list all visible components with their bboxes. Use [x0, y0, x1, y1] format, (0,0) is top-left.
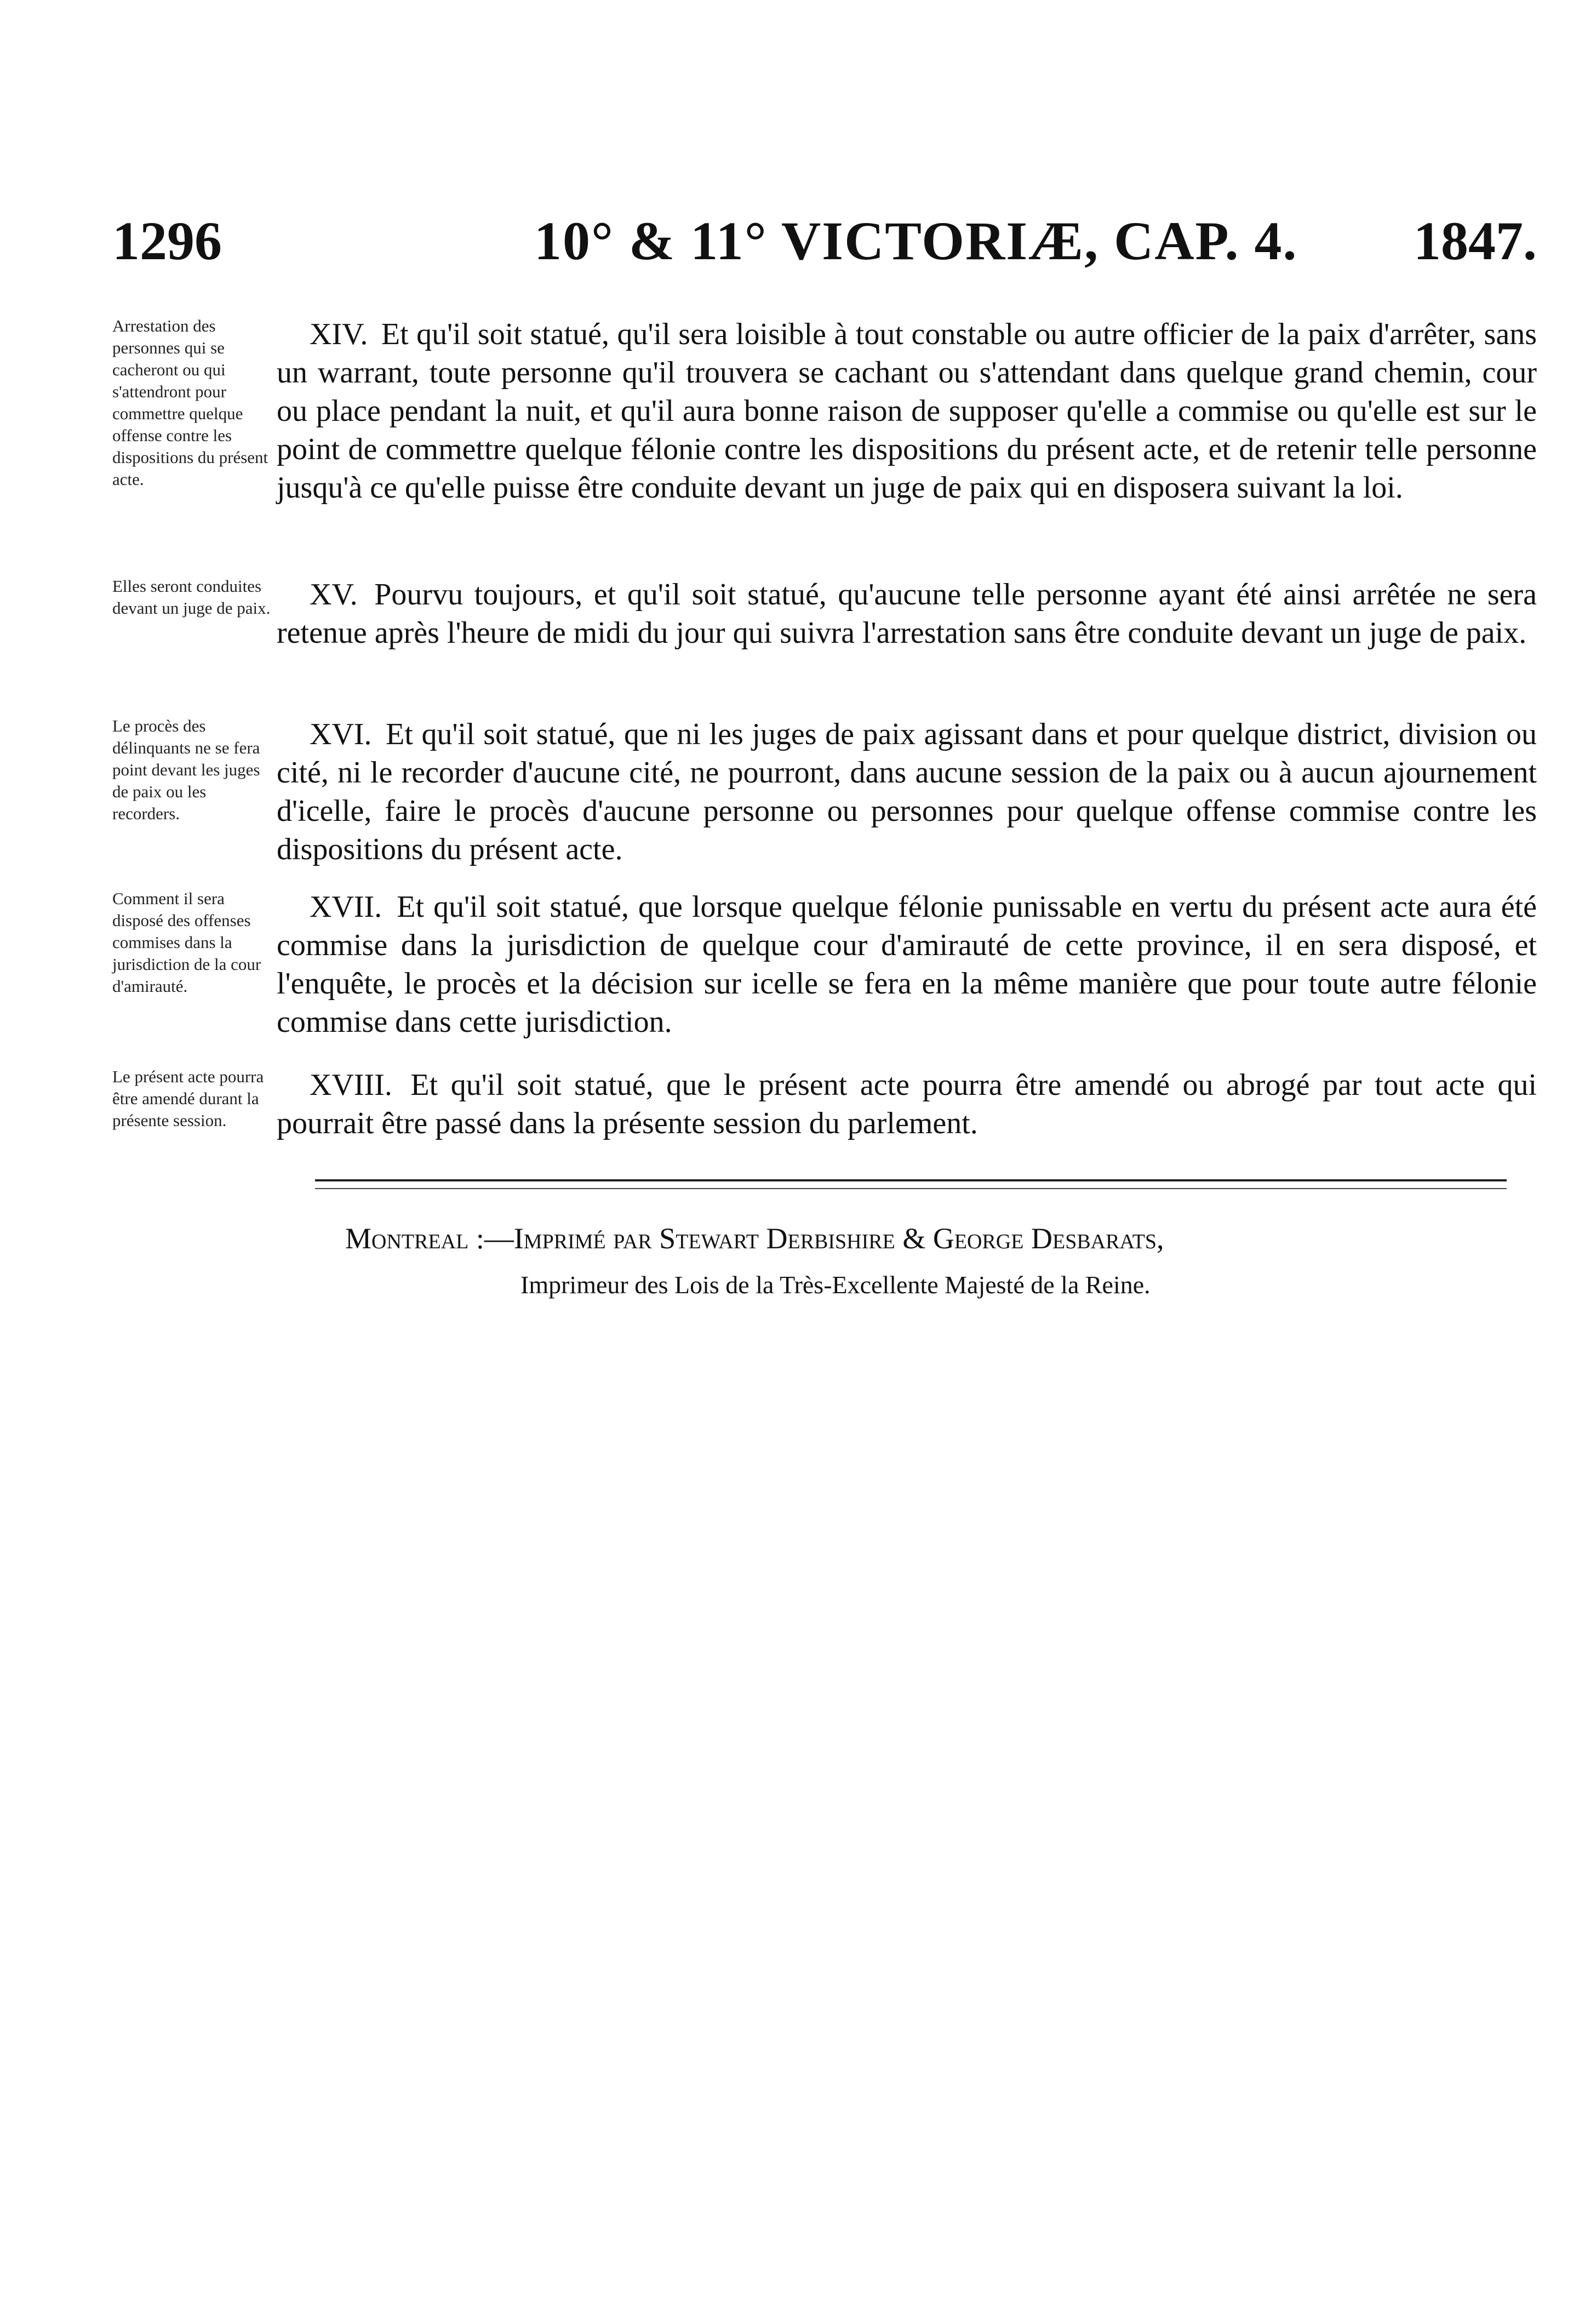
section-xvii — [112, 888, 1537, 1052]
running-title: 10° & 11° VICTORIÆ, CAP. 4. — [534, 210, 1298, 271]
section-body: Et qu'il soit statué, que ni les juges de paix agissant dans et pour quelque district, division ou cité, ni le recorder d'aucune cité, ne pourront, dans aucune session de la paix ou à aucun ajournement d'icelle, faire le procès d'aucune personne ou personnes pour quelque offense commise contre les dispositions du présent acte. — [277, 717, 1537, 866]
year: 1847. — [1414, 210, 1537, 271]
section-text — [277, 575, 1537, 652]
section-text — [277, 1066, 1537, 1143]
section-number: XVIII. — [310, 1068, 392, 1102]
divider-rule — [315, 1179, 1507, 1181]
imprint-line: Montreal :—Imprimé par Stewart Derbishire & George Desbarats, — [345, 1222, 1164, 1255]
margin-note: Comment il sera disposé des offenses commises dans la jurisdiction de la cour d'amirauté. — [112, 889, 261, 996]
section-body: Et qu'il soit statué, que lorsque quelque félonie punissable en vertu du présent acte aura été commise dans la jurisdiction de quelque cour d'amirauté de cette province, il en sera disposé, et l'enquête, le procès et la décision sur icelle se fera en la même manière que pour toute autre félonie commise dans cette jurisdiction. — [277, 890, 1537, 1039]
margin-note: Le présent acte pourra être amendé durant la présente session. — [112, 1067, 264, 1130]
section-number: XVII. — [310, 890, 382, 924]
section-text — [277, 888, 1537, 1041]
margin-note: Elles seront conduites devant un juge de paix. — [112, 576, 271, 618]
section-body: Pourvu toujours, et qu'il soit statué, qu'aucune telle personne ayant été ainsi arrêtée ne sera retenue après l'heure de midi du jour qui suivra l'arrestation sans être conduite devant un juge de paix. — [277, 578, 1537, 650]
section-number: XIV. — [310, 317, 368, 351]
section-number: XV. — [310, 578, 358, 612]
page-header — [112, 203, 1537, 279]
section-body: Et qu'il soit statué, que le présent acte pourra être amendé ou abrogé par tout acte qui pourrait être passé dans la présente session du parlement. — [277, 1068, 1537, 1140]
divider-rule — [315, 1188, 1507, 1189]
margin-note: Arrestation des personnes qui se cacheront ou qui s'attendront pour commettre quelque offense contre les dispositions du présent acte. — [112, 316, 268, 489]
section-text — [277, 715, 1537, 869]
section-xviii — [112, 1066, 1537, 1197]
section-xvi — [112, 715, 1537, 890]
section-text — [277, 315, 1537, 507]
margin-note: Le procès des délinquants ne se fera point devant les juges de paix ou les recorders. — [112, 716, 260, 823]
page-number: 1296 — [112, 210, 222, 271]
imprint-line: Imprimeur des Lois de la Très-Excellente Majesté de la Reine. — [520, 1271, 1151, 1299]
section-xiv — [112, 315, 1537, 545]
section-body: Et qu'il soit statué, qu'il sera loisible à tout constable ou autre officier de la paix d'arrêter, sans un warrant, toute personne qu'il trouvera se cachant ou s'attendant dans quelque grand chemin, cour ou place pendant la nuit, et qu'il aura bonne raison de supposer qu'elle a commise ou qu'elle est sur le point de commettre quelque félonie contre les dispositions du présent acte, et de retenir telle personne jusqu'à ce qu'elle puisse être conduite devant un juge de paix qui en disposera suivant la loi. — [277, 317, 1537, 505]
section-number: XVI. — [310, 717, 372, 751]
